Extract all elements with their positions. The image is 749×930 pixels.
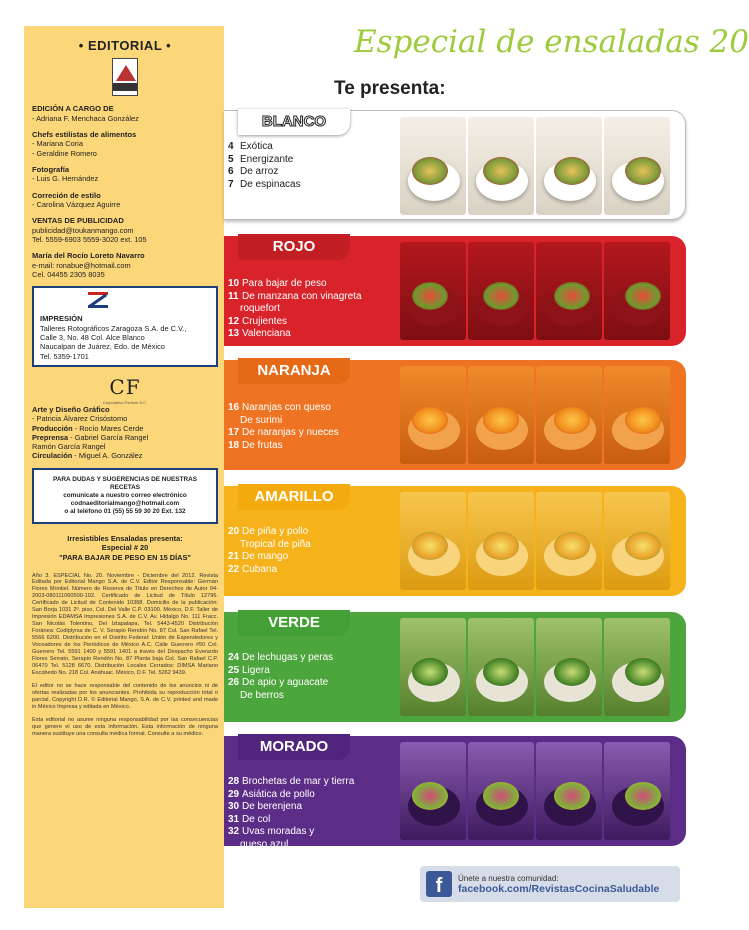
recipe-item: [228, 539, 311, 552]
salad-photo: [468, 242, 534, 340]
recipe-title: De berenjena: [242, 801, 303, 812]
editorial-block-line: Tel. 5559-6903 5559-3020 ext. 105: [32, 235, 147, 245]
recipe-title: De col: [242, 813, 271, 825]
editorial-block-heading: Chefs estilistas de alimentos: [32, 129, 137, 139]
photo-strip: [400, 366, 670, 464]
recipe-page-number: 25: [228, 664, 240, 676]
recipe-item: [228, 677, 333, 690]
recipe-page-number: [228, 415, 240, 428]
recipe-title: roquefort: [240, 303, 281, 314]
facebook-invite: Únete a nuestra comunidad:: [458, 873, 559, 883]
recipe-title: De piña y pollo: [242, 526, 309, 537]
recipe-title: Crujientes: [242, 315, 288, 327]
recipe-title: Asiática de pollo: [242, 788, 315, 800]
produccion-name: - Rocío Mares Cerde: [72, 423, 144, 433]
salad-photo: [400, 618, 466, 716]
recipe-title: Energizante: [240, 153, 294, 165]
recipe-page-number: 6: [228, 166, 234, 177]
editorial-block-heading: Fotografía: [32, 164, 70, 174]
impresion-box: [32, 286, 218, 366]
issue-theme: "PARA BAJAR DE PESO EN 15 DÍAS": [59, 552, 191, 562]
recipe-item: [228, 291, 362, 304]
salad-photo: [468, 742, 534, 840]
recipe-page-number: 20: [228, 526, 240, 537]
salad-photo: [400, 492, 466, 590]
issue-number: Especial # 20: [101, 543, 149, 553]
recipe-item: [228, 179, 301, 192]
issue-info: [32, 534, 218, 563]
editorial-block-line: - Luis G. Hernández: [32, 174, 99, 184]
recipe-title: queso azul: [240, 838, 289, 850]
recipe-page-number: 17: [228, 427, 240, 438]
recipe-item: [228, 166, 301, 179]
section-naranja: [224, 360, 686, 470]
recipe-title: Uvas moradas y: [242, 826, 315, 837]
section-amarillo: [224, 486, 686, 596]
editorial-block-heading: EDICIÓN A CARGO DE: [32, 104, 114, 114]
section-rojo: [224, 236, 686, 346]
editorial-block-line: - Carolina Vázquez Aguirre: [32, 200, 121, 210]
recipe-page-number: 4: [228, 141, 234, 152]
editorial-block-heading: María del Rocío Loreto Navarro: [32, 251, 145, 261]
recipe-title: De arroz: [240, 166, 279, 177]
legal-paragraph: Esta editorial no asume ninguna responsabilidad por las consecuencias que genere el uso de esta información. Esta información de ninguna manera sustituye una consulta médica formal. Consulte a su médico.: [32, 717, 218, 738]
editorial-block: [32, 251, 218, 279]
recipe-page-number: 28: [228, 776, 240, 787]
page-subtitle: Te presenta:: [334, 78, 446, 99]
recipe-title: De lechugas y peras: [242, 652, 334, 663]
recipe-title: Cubana: [242, 563, 278, 575]
section-title: AMARILLO: [238, 484, 350, 510]
salad-photo: [536, 242, 602, 340]
photo-strip: [400, 117, 670, 215]
salad-photo: [604, 117, 670, 215]
recipe-item: [228, 789, 354, 802]
issue-line: Irresistibles Ensaladas presenta:: [67, 533, 183, 543]
impresion-line: Calle 3, No. 48 Col. Alce Blanco: [40, 333, 145, 343]
impresion-heading: IMPRESIÓN: [40, 314, 83, 324]
salad-photo: [604, 492, 670, 590]
recipe-item: [228, 316, 362, 329]
section-title: ROJO: [238, 234, 350, 260]
recipe-page-number: 24: [228, 652, 240, 663]
arte-name: - Patricia Álvarez Crisóstomo: [32, 414, 128, 424]
recipe-title: De frutas: [242, 439, 283, 451]
recipe-page-number: 12: [228, 315, 240, 327]
recipe-page-number: [228, 303, 240, 316]
recipe-title: Brochetas de mar y tierra: [242, 776, 355, 787]
recipe-title: Para bajar de peso: [242, 278, 327, 289]
photo-strip: [400, 242, 670, 340]
recipe-item: [228, 652, 333, 665]
cf-logo-subtitle: Corporativo Fortium S.C.: [102, 399, 148, 405]
contact-email[interactable]: codnaeditorialmango@hotmail.com: [70, 499, 180, 507]
recipe-item: [228, 427, 339, 440]
recipe-item: [228, 141, 301, 154]
recipe-page-number: 11: [228, 290, 239, 302]
preprensa-name-2: Ramón García Rangel: [32, 442, 106, 452]
salad-photo: [604, 618, 670, 716]
editorial-block-line: Cel. 04455 2305 8035: [32, 270, 105, 280]
recipe-title: De mango: [242, 551, 289, 562]
editorial-block: [32, 216, 218, 244]
recipe-page-number: 10: [228, 278, 240, 289]
circulacion-name: - Miguel A. González: [72, 451, 143, 461]
recipe-page-number: 30: [228, 801, 240, 812]
impresion-line: Tel. 5359-1701: [40, 351, 89, 361]
recipe-item: [228, 415, 339, 428]
recipe-page-number: 22: [228, 563, 240, 575]
preprensa-name: - Gabriel García Rangel: [68, 432, 149, 442]
legal-text: [32, 573, 218, 739]
recipe-title: Ligera: [242, 664, 270, 676]
recipe-item: [228, 303, 362, 316]
editorial-block-heading: Correción de estilo: [32, 190, 101, 200]
editorial-block-line: - Geraldine Romero: [32, 148, 97, 158]
salad-photo: [468, 618, 534, 716]
recipe-title: De naranjas y nueces: [242, 427, 339, 438]
editorial-block: [32, 130, 218, 158]
recipe-item: [228, 402, 339, 415]
recipe-item: [228, 278, 362, 291]
recipe-item: [228, 839, 354, 852]
recipe-item: [228, 440, 339, 453]
contact-line: PARA DUDAS Y SUGERENCIAS DE NUESTRAS RECETAS: [53, 475, 197, 491]
zaragoza-logo-icon: [88, 292, 110, 308]
facebook-banner[interactable]: [420, 866, 680, 902]
recipe-item: [228, 776, 354, 789]
salad-photo: [536, 366, 602, 464]
credits: [32, 405, 218, 461]
recipe-item: [228, 814, 354, 827]
recipe-title: De apio y aguacate: [242, 677, 329, 688]
salad-photo: [604, 742, 670, 840]
salad-photo: [400, 742, 466, 840]
recipe-page-number: [228, 690, 240, 703]
editorial-sidebar: [24, 26, 224, 908]
facebook-link[interactable]: facebook.com/RevistasCocinaSaludable: [458, 882, 660, 895]
salad-photo: [468, 492, 534, 590]
recipe-page-number: 13: [228, 328, 240, 339]
section-verde: [224, 612, 686, 722]
photo-strip: [400, 492, 670, 590]
recipe-page-number: 26: [228, 677, 240, 688]
editorial-block: [32, 104, 218, 123]
recipe-page-number: 32: [228, 826, 240, 837]
arte-heading: Arte y Diseño Gráfico: [32, 404, 110, 414]
section-title: NARANJA: [238, 358, 350, 384]
preprensa-label: Preprensa: [32, 432, 69, 442]
editorial-block: [32, 191, 218, 210]
contact-box: [32, 468, 218, 524]
salad-photo: [400, 242, 466, 340]
recipe-page-number: [228, 839, 240, 852]
salad-photo: [536, 618, 602, 716]
salad-photo: [400, 117, 466, 215]
page-title: Especial de ensaladas 20: [354, 24, 749, 60]
legal-paragraph: Año 3. ESPECIAL No. 20. Noviembre - Diciembre del 2012. Revista Editada por Editorial Mango S.A. de C.V. Editor Responsable: Germán Flores Montiel. Número de Reserva de Título en Derechos de Autor 04-2003-080111060500-102. Certificado de Licitud de Título 12796. Certificado de Licitud de Contenido 10368. Domicilio de la publicación: San Borja 1031 2º. piso, Col. Del Valle C.P. 03100. México, D.F. Taller de Impresión EDAMSA Impresiones S.A. de C.V. Av. Hidalgo No. 111 Fracc. San Nicolás Tolentino, Del Iztapalapa, Tel. 5443-4520 Distribución Foránea: Codiplyrsa de C. V. Serapio Rendón No. 87 Col. San Rafael Tel. 5566 6200. Distribución en el Distrito Federal: Unión de Expendedores y Voceadores de los Periódicos de México A.C. Calle Guerrero #50 Col. Guerrero Tel. 5591 1400 y 5591 1401 a través del Despacho Everardo Flores Serrato, Serapio Rendón No. 87 Planta baja Col. San Rafael C.P. 06470 Tel. 5128 6670. Distribución Locales Cerrados: DIMSA Mariano Escobedo No. 218 Col. Anáhuac. México, D.F. Tel. 5262 9439.: [32, 572, 218, 677]
recipe-page-number: 29: [228, 788, 240, 800]
recipe-title: De surimi: [240, 414, 283, 426]
salad-photo: [604, 366, 670, 464]
salad-photo: [400, 366, 466, 464]
editorial-block-heading: VENTAS DE PUBLICIDAD: [32, 216, 124, 226]
photo-strip: [400, 742, 670, 840]
recipe-page-number: [228, 539, 240, 552]
recipe-title: De espinacas: [240, 178, 301, 190]
section-blanco: [224, 110, 686, 220]
recipe-item: [228, 551, 311, 564]
recipe-item: [228, 801, 354, 814]
recipe-item: [228, 690, 333, 703]
contact-phone: o al teléfono 01 (55) 55 59 30 20 Ext. 132: [64, 507, 186, 515]
salad-photo: [604, 242, 670, 340]
editorial-block-line: e-mail: ronabue@hotmail.com: [32, 260, 131, 270]
salad-photo: [536, 117, 602, 215]
recipe-title: De berros: [240, 689, 284, 701]
circulacion-label: Circulación: [32, 451, 73, 461]
contact-line: comunicate a nuestro correo electrónico: [63, 491, 187, 499]
section-title: VERDE: [238, 610, 350, 636]
editorial-block-line: - Adriana F. Menchaca González: [32, 113, 139, 123]
salad-photo: [536, 492, 602, 590]
editorial-block-line: publicidad@toukanmango.com: [32, 225, 134, 235]
editorial-block-line: - Mariana Coria: [32, 139, 83, 149]
section-title: MORADO: [238, 734, 350, 760]
legal-paragraph: El editor no se hace responsable del contenido de los anuncios ni de ofertas realizadas por los anunciantes. Prohibida su reproducción total o parcial. Copyright D.R. © Editorial Mango, S.A. de C.V. printed and made in México Impresa y editada en México.: [32, 683, 218, 711]
recipe-item: [228, 826, 354, 839]
recipe-title: Tropical de piña: [240, 538, 311, 550]
impresion-line: Naucalpan de Juárez, Edo. de México: [40, 342, 165, 352]
recipe-page-number: 18: [228, 439, 240, 451]
recipe-page-number: 31: [228, 813, 240, 825]
section-morado: [224, 736, 686, 850]
editorial-mango-logo: [112, 58, 138, 96]
cf-logo: [32, 375, 218, 405]
editorial-block: [32, 165, 218, 184]
salad-photo: [536, 742, 602, 840]
editorial-heading: • EDITORIAL •: [78, 38, 172, 53]
recipe-title: Valenciana: [242, 328, 291, 339]
recipe-title: Exótica: [240, 141, 273, 152]
photo-strip: [400, 618, 670, 716]
recipe-page-number: 16: [228, 402, 240, 413]
recipe-item: [228, 526, 311, 539]
recipe-page-number: 21: [228, 551, 240, 562]
recipe-item: [228, 328, 362, 341]
cf-logo-mark: CF: [109, 374, 141, 399]
recipe-page-number: 5: [228, 153, 234, 165]
recipe-item: [228, 564, 311, 577]
recipe-item: [228, 154, 301, 167]
recipe-page-number: 7: [228, 178, 234, 190]
recipe-item: [228, 665, 333, 678]
salad-photo: [468, 117, 534, 215]
recipe-title: De manzana con vinagreta: [242, 290, 362, 302]
section-title: BLANCO: [238, 109, 350, 135]
salad-photo: [468, 366, 534, 464]
produccion-label: Producción: [32, 423, 73, 433]
impresion-line: Talleres Rotográficos Zaragoza S.A. de C.V.,: [40, 323, 187, 333]
recipe-title: Naranjas con queso: [242, 402, 331, 413]
facebook-icon: f: [426, 871, 452, 897]
